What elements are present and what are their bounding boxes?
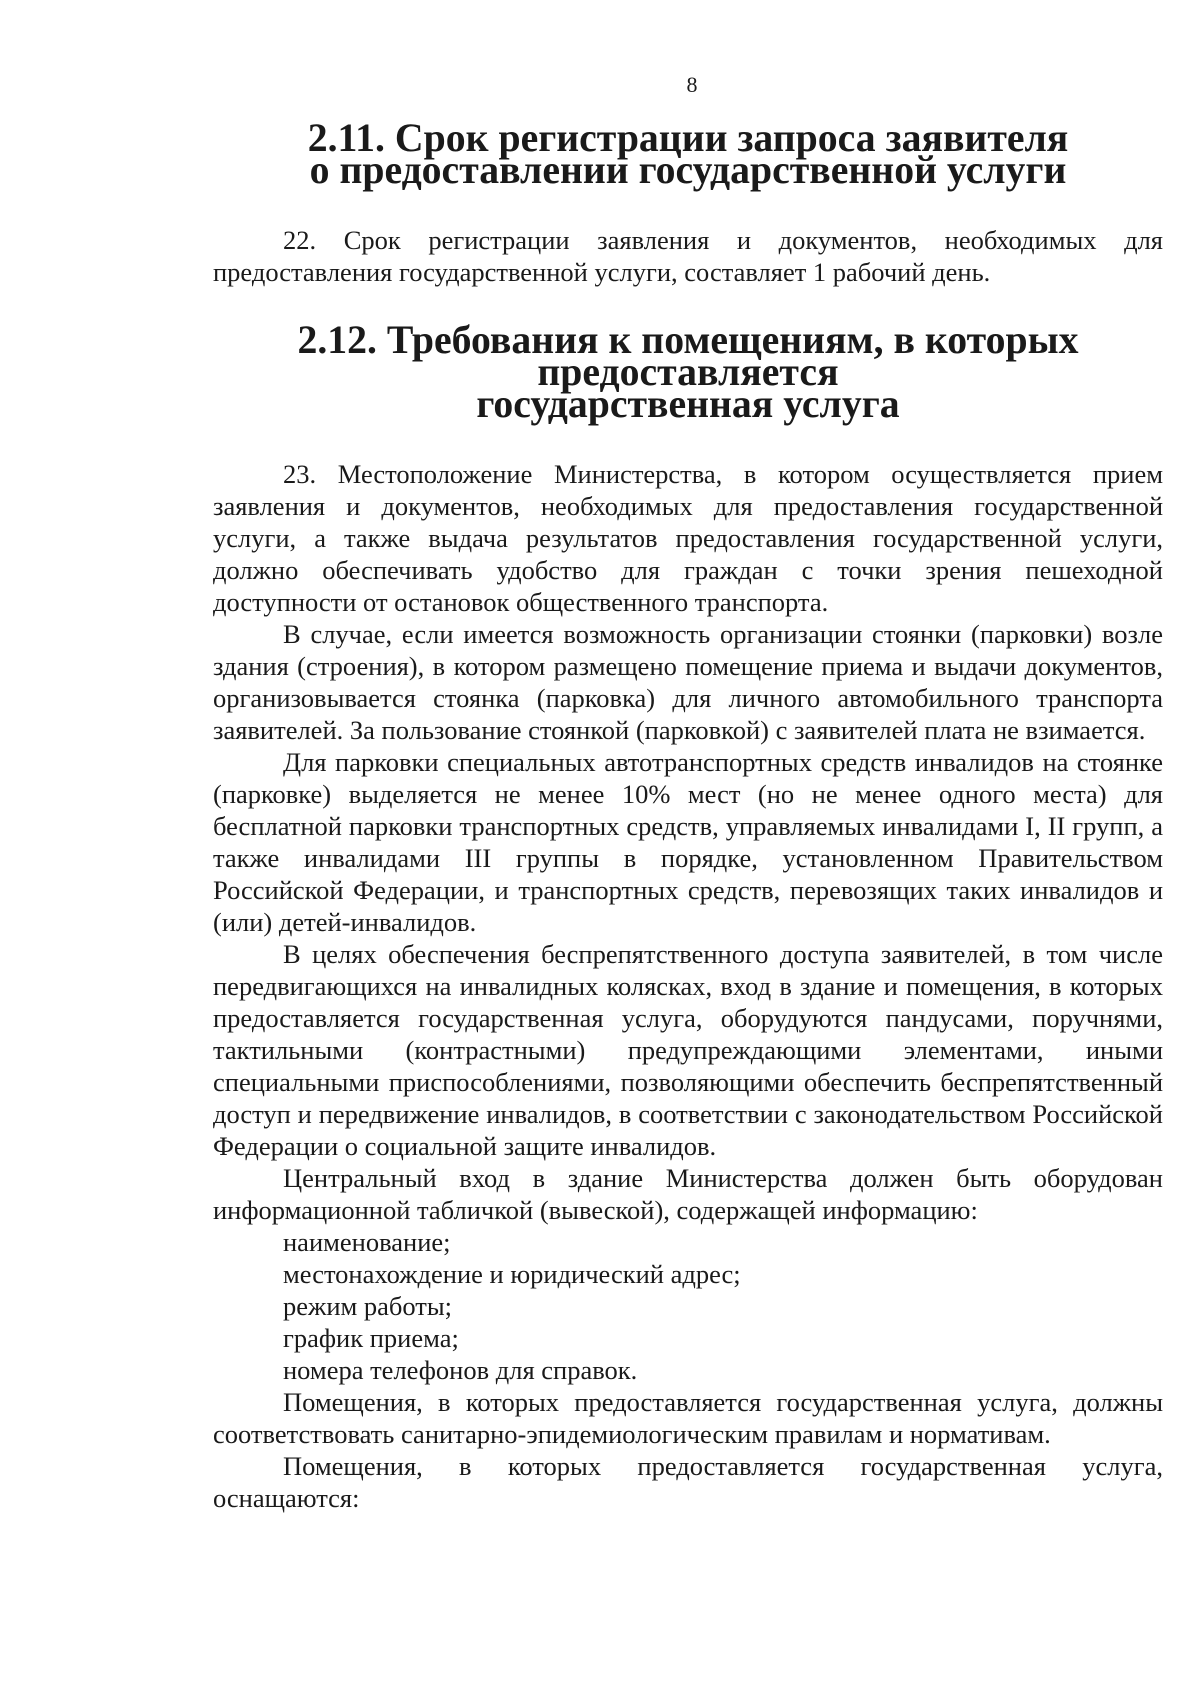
section-2-11-title-line1: 2.11. Срок регистрации запроса заявителя (307, 116, 1069, 160)
paragraph-sanitary: Помещения, в которых предоставляется государственная услуга, должны соответствовать санитарно-эпидемиологическим правилам и нормативам. (213, 1387, 1163, 1449)
page-number: 8 (686, 72, 698, 97)
paragraph-equipped: Помещения, в которых предоставляется государственная услуга, оснащаются: (213, 1451, 1163, 1513)
list-item: наименование; (283, 1227, 451, 1257)
list-item: местонахождение и юридический адрес; (283, 1259, 741, 1289)
paragraph-entrance: Центральный вход в здание Министерства должен быть оборудован информационной табличкой (вывеской), содержащей информацию: (213, 1163, 1163, 1225)
paragraph-22: 22. Срок регистрации заявления и документов, необходимых для предоставления государственной услуги, составляет 1 рабочий день. (213, 225, 1163, 287)
section-2-11-heading (213, 116, 1163, 192)
section-2-12-title-line2: государственная услуга (476, 382, 900, 426)
list-item: график приема; (283, 1323, 459, 1353)
list-item: режим работы; (283, 1291, 453, 1321)
document-content (213, 116, 1163, 1514)
section-2-11-title-line2: о предоставлении государственной услуги (309, 148, 1067, 192)
paragraph-disabled-parking: Для парковки специальных автотранспортных средств инвалидов на стоянке (парковке) выделяется не менее 10% мест (но не менее одного места) для бесплатной парковки транспортных средств, управляемых инвалидами I, II групп, а также инвалидами III группы в порядке, установленном Правительством Российской Федерации, и транспортных средств, перевозящих таких инвалидов и (или) детей-инвалидов. (213, 747, 1163, 937)
paragraph-23: 23. Местоположение Министерства, в котором осуществляется прием заявления и документов, необходимых для предоставления государственной услуги, а также выдача результатов предоставления государственной услуги, должно обеспечивать удобство для граждан с точки зрения пешеходной доступности от остановок общественного транспорта. (213, 459, 1163, 617)
section-2-12-title-line1: 2.12. Требования к помещениям, в которых предоставляется (297, 318, 1079, 394)
section-2-12-heading (213, 318, 1163, 426)
paragraph-access: В целях обеспечения беспрепятственного доступа заявителей, в том числе передвигающихся на инвалидных колясках, вход в здание и помещения, в которых предоставляется государственная услуга, оборудуются пандусами, поручнями, тактильными (контрастными) предупреждающими элементами, иными специальными приспособлениями, позволяющими обеспечить беспрепятственный доступ и передвижение инвалидов, в соответствии с законодательством Российской Федерации о социальной защите инвалидов. (213, 939, 1163, 1161)
list-item: номера телефонов для справок. (283, 1355, 638, 1385)
paragraph-parking: В случае, если имеется возможность организации стоянки (парковки) возле здания (строения), в котором размещено помещение приема и выдачи документов, организовывается стоянка (парковка) для личного автомобильного транспорта заявителей. За пользование стоянкой (парковкой) с заявителей плата не взимается. (213, 619, 1163, 745)
